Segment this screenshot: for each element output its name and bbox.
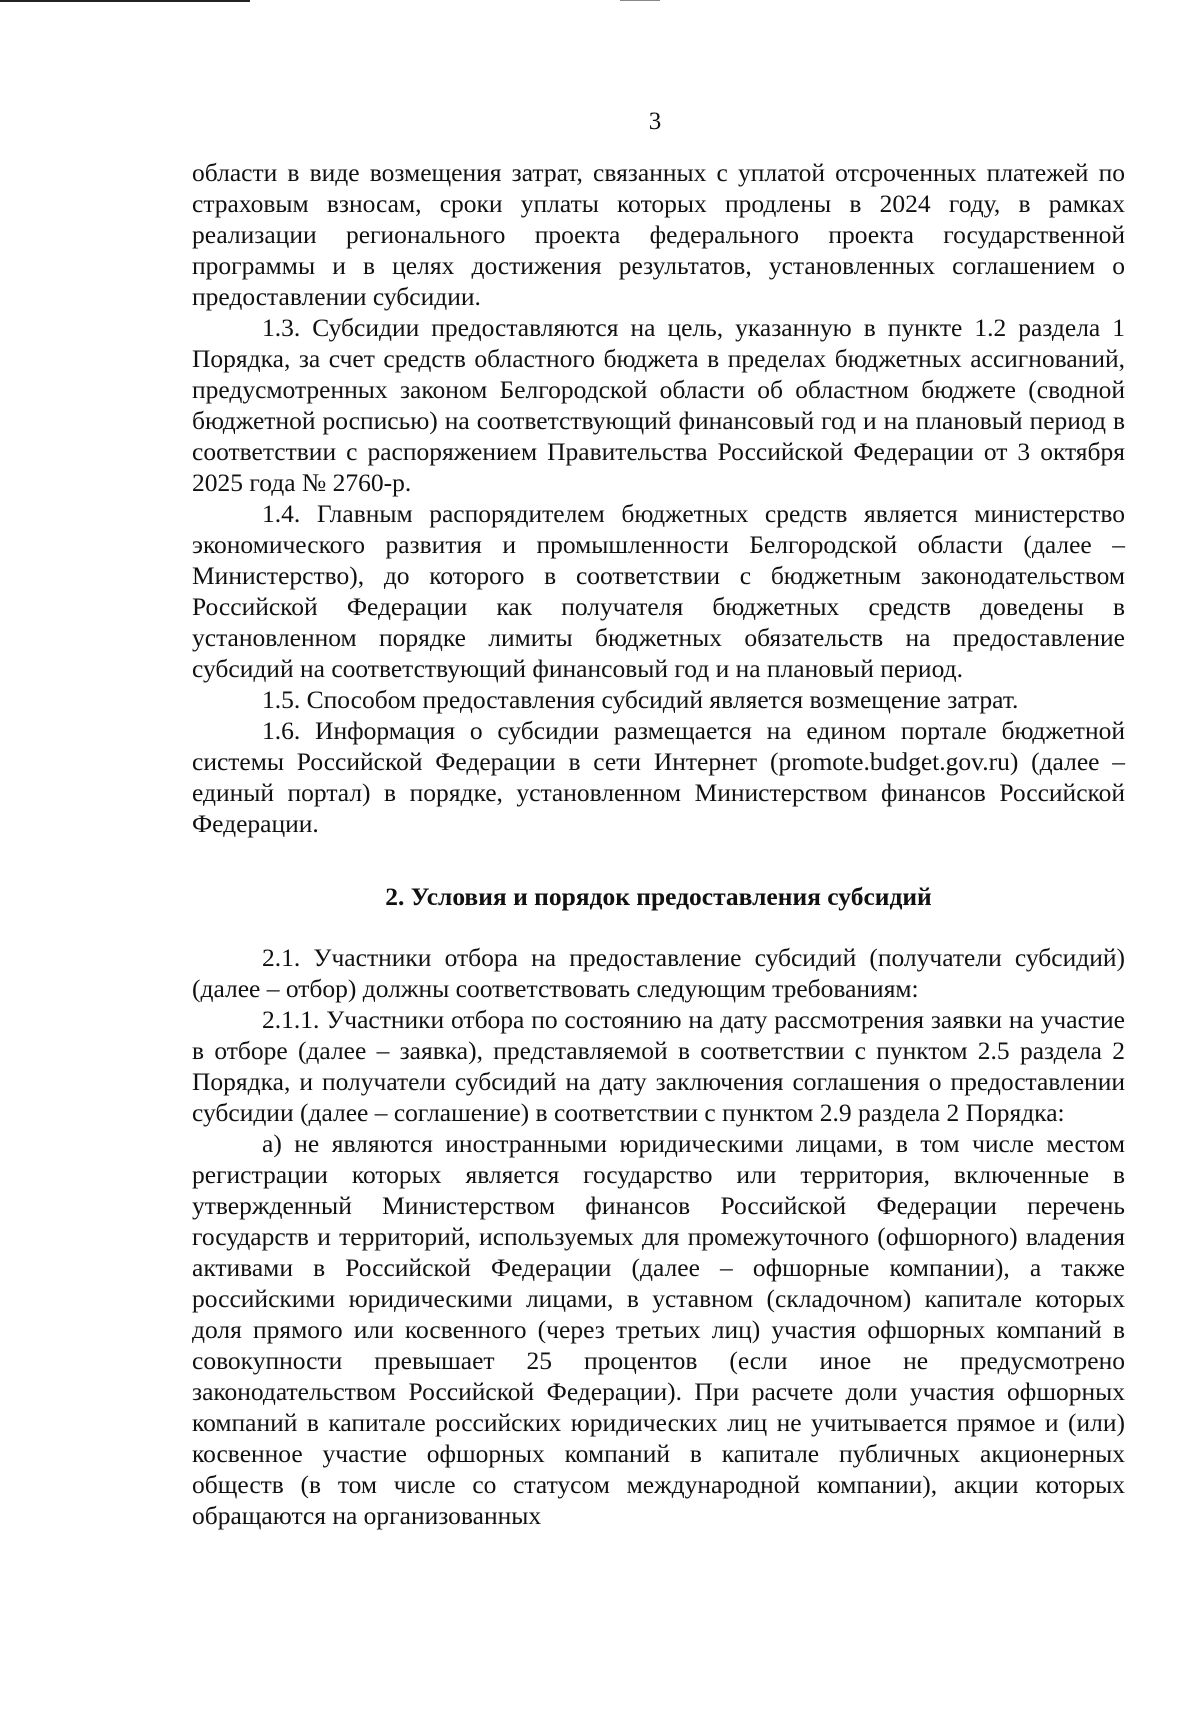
section-heading: 2. Условия и порядок предоставления субсидий	[385, 882, 932, 911]
scan-edge-line	[0, 0, 250, 2]
paragraph-2-1: 2.1. Участники отбора на предоставление субсидий (получатели субсидий) (далее – отбор) должны соответствовать следующим требованиям:	[192, 943, 1125, 1003]
page-number: 3	[648, 108, 662, 135]
scan-edge-mark	[620, 0, 660, 1]
paragraph-1-3: 1.3. Субсидии предоставляются на цель, указанную в пункте 1.2 раздела 1 Порядка, за счет средств областного бюджета в пределах бюджетных ассигнований, предусмотренных законом Белгородской области об областном бюджете (сводной бюджетной росписью) на соответствующий финансовый год и на плановый период в соответствии с распоряжением Правительства Российской Федерации от 3 октября 2025 года № 2760-р.	[192, 313, 1125, 497]
paragraph-2-1-1: 2.1.1. Участники отбора по состоянию на дату рассмотрения заявки на участие в отборе (далее – заявка), представляемой в соответствии с пунктом 2.5 раздела 2 Порядка, и получатели субсидий на дату заключения соглашения о предоставлении субсидии (далее – соглашение) в соответствии с пунктом 2.9 раздела 2 Порядка:	[192, 1005, 1125, 1127]
paragraph-2-1-1-a: а) не являются иностранными юридическими лицами, в том числе местом регистрации которых является государство или территория, включенные в утвержденный Министерством финансов Российской Федерации перечень государств и территорий, используемых для промежуточного (офшорного) владения активами в Российской Федерации (далее – офшорные компании), а также российскими юридическими лицами, в уставном (складочном) капитале которых доля прямого или косвенного (через третьих лиц) участия офшорных компаний в совокупности превышает 25 процентов (если иное не предусмотрено законодательством Российской Федерации). При расчете доли участия офшорных компаний в капитале российских юридических лиц не учитывается прямое и (или) косвенное участие офшорных компаний в капитале публичных акционерных обществ (в том числе со статусом международной компании), акции которых обращаются на организованных	[192, 1129, 1125, 1530]
document-body	[192, 157, 1125, 1531]
paragraph-continuation: области в виде возмещения затрат, связанных с уплатой отсроченных платежей по страховым взносам, сроки уплаты которых продлены в 2024 году, в рамках реализации регионального проекта федерального проекта государственной программы и в целях достижения результатов, установленных соглашением о предоставлении субсидии.	[192, 158, 1125, 311]
paragraph-1-6: 1.6. Информация о субсидии размещается на едином портале бюджетной системы Российской Федерации в сети Интернет (promote.budget.gov.ru) (далее – единый портал) в порядке, установленном Министерством финансов Российской Федерации.	[192, 716, 1125, 838]
paragraph-1-4: 1.4. Главным распорядителем бюджетных средств является министерство экономического развития и промышленности Белгородской области (далее – Министерство), до которого в соответствии с бюджетным законодательством Российской Федерации как получателя бюджетных средств доведены в установленном порядке лимиты бюджетных обязательств на предоставление субсидий на соответствующий финансовый год и на плановый период.	[192, 499, 1125, 683]
paragraph-1-5: 1.5. Способом предоставления субсидий является возмещение затрат.	[262, 685, 1019, 714]
